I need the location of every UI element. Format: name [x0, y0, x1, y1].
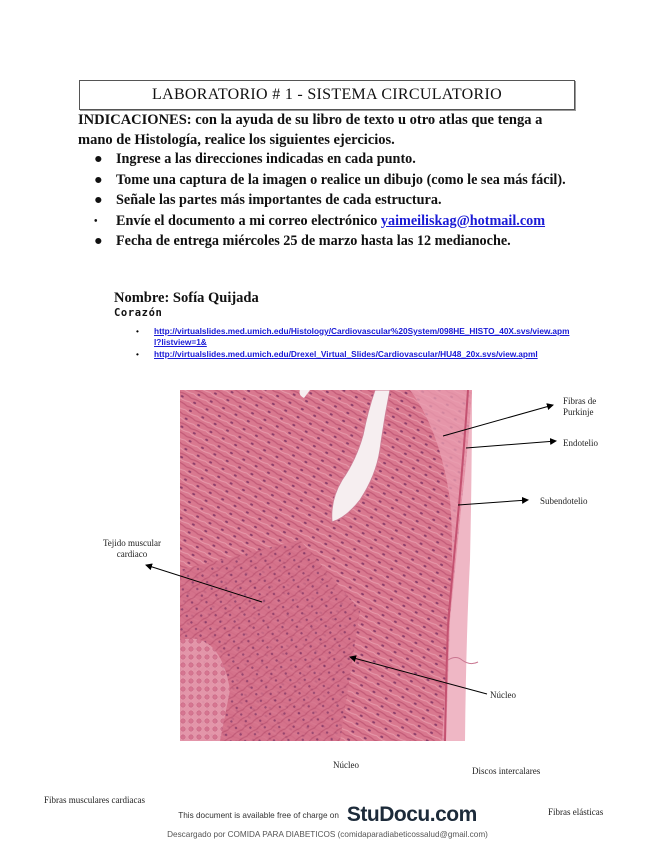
slide-link-2[interactable]: http://virtualslides.med.umich.edu/Drexel_Virtual_Slides/Cardiovascular/HU48_20x.svs/view.apml: [154, 349, 538, 359]
instructions-lead: INDICACIONES:: [78, 112, 192, 128]
page-title-text: LABORATORIO # 1 - SISTEMA CIRCULATORIO: [152, 86, 502, 103]
studocu-logo[interactable]: StuDocu.com: [346, 803, 477, 826]
list-item: ● Señale las partes más importantes de cada estructura.: [92, 191, 572, 211]
instructions-text: con la ayuda de su libro de texto u otro atlas que tenga a mano de Histología, realice los siguientes ejercicios.: [78, 112, 543, 148]
footer-available-text: This document is available free of charge on: [178, 810, 339, 820]
list-item: ● Tome una captura de la imagen o realice un dibujo (como le sea más fácil).: [92, 171, 572, 191]
bullet-icon: •: [94, 215, 98, 227]
email-link[interactable]: yaimeiliskag@hotmail.com: [380, 212, 546, 229]
label-fibras-elasticas: Fibras elásticas: [548, 807, 604, 817]
label-tejido-muscular: Tejido muscular cardiaco: [102, 538, 162, 559]
label-fibras-purkinje: Fibras de Purkinje: [563, 396, 597, 417]
list-item: ● Ingrese a las direcciones indicadas en cada punto.: [92, 150, 572, 170]
list-item: • Envíe el documento a mi correo electrónico yaimeiliskag@hotmail.com: [92, 212, 572, 232]
label-nucleo-arrow: Núcleo: [490, 690, 516, 700]
footer-brand-row: [0, 803, 655, 827]
bullet-icon: ●: [94, 171, 103, 188]
arrow-nucleo: [350, 657, 487, 694]
label-subendotelio: Subendotelio: [540, 496, 588, 506]
arrow-tejido: [146, 565, 262, 602]
label-endotelio: Endotelio: [563, 438, 598, 448]
slide-link-1[interactable]: http://virtualslides.med.umich.edu/Histology/Cardiovascular%20System/098HE_HISTO_40X.svs/view.apml?listview=1&: [154, 326, 570, 347]
student-name: Nombre: Sofía Quijada: [114, 290, 259, 306]
arrow-endotelio: [466, 441, 556, 448]
arrow-subendotelio: [458, 500, 528, 505]
label-discos-intercalares: Discos intercalares: [472, 766, 541, 776]
label-fibras-musculares: Fibras musculares cardiacas: [44, 795, 145, 805]
list-item: ● Fecha de entrega miércoles 25 de marzo hasta las 12 medianoche.: [92, 232, 572, 252]
label-nucleo: Núcleo: [333, 760, 359, 770]
bullet-icon: •: [136, 349, 139, 359]
section-heading: Corazón: [114, 307, 163, 319]
bullet-icon: ●: [94, 151, 103, 167]
bullet-icon: ●: [94, 192, 103, 208]
arrow-purkinje: [443, 405, 553, 436]
bullet-icon: •: [136, 326, 139, 336]
bullet-icon: ●: [94, 233, 103, 249]
footer-download-text: Descargado por COMIDA PARA DIABETICOS (comidaparadiabeticossalud@gmail.com): [167, 830, 488, 839]
